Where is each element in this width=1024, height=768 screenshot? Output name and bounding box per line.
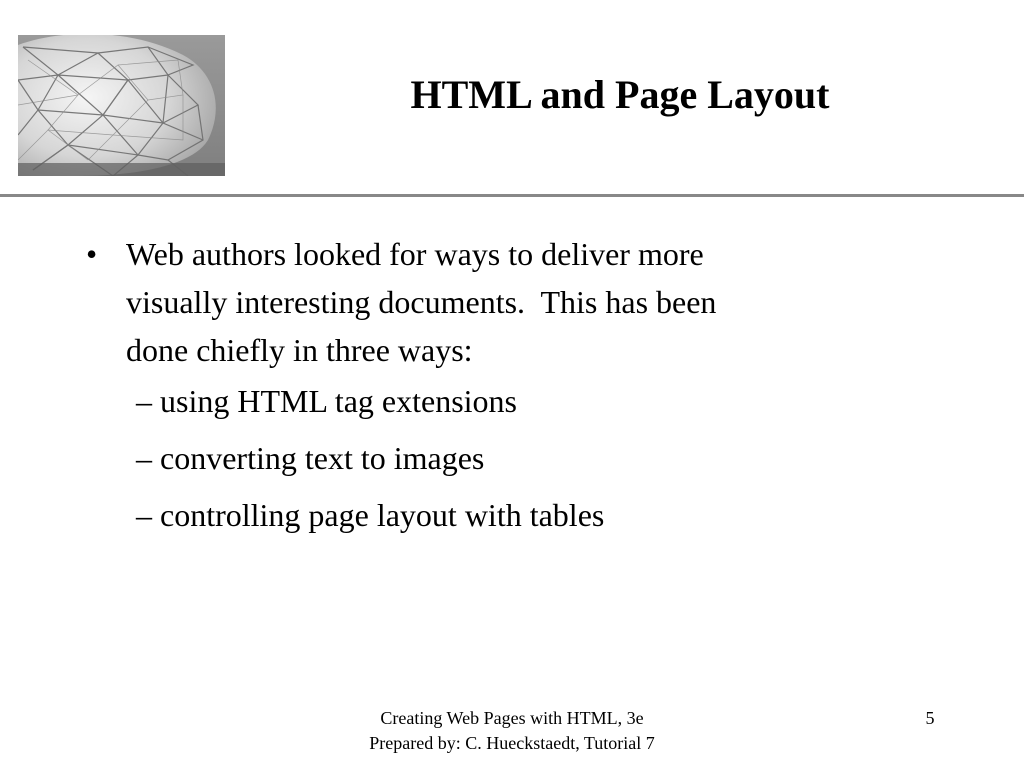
main-bullet-line-1: Web authors looked for ways to deliver more xyxy=(126,236,704,272)
main-bullet xyxy=(84,230,904,374)
dash-marker: – xyxy=(136,440,152,476)
slide-footer xyxy=(262,706,762,756)
dash-marker: – xyxy=(136,497,152,533)
main-bullet-line-3: done chiefly in three ways: xyxy=(126,332,473,368)
page-number: 5 xyxy=(925,708,935,728)
footer-course-title: Creating Web Pages with HTML, 3e xyxy=(380,708,644,728)
bullet-marker: • xyxy=(86,236,98,272)
geodesic-dome-image xyxy=(18,35,225,176)
sub-bullet-text: controlling page layout with tables xyxy=(160,497,605,533)
sub-bullet-item xyxy=(136,382,904,420)
sub-bullet-item xyxy=(136,496,904,534)
dash-marker: – xyxy=(136,383,152,419)
main-bullet-line-2: visually interesting documents. This has been xyxy=(126,284,717,320)
sub-bullet-text: converting text to images xyxy=(160,440,485,476)
header-photo xyxy=(18,35,225,176)
footer-author: Prepared by: C. Hueckstaedt, Tutorial 7 xyxy=(369,733,655,753)
sub-bullet-text: using HTML tag extensions xyxy=(160,383,517,419)
sub-bullet-list xyxy=(136,382,904,534)
sub-bullet-item xyxy=(136,439,904,477)
slide-title: HTML and Page Layout xyxy=(410,72,830,117)
header-divider xyxy=(0,194,1024,197)
slide-content xyxy=(84,230,904,553)
